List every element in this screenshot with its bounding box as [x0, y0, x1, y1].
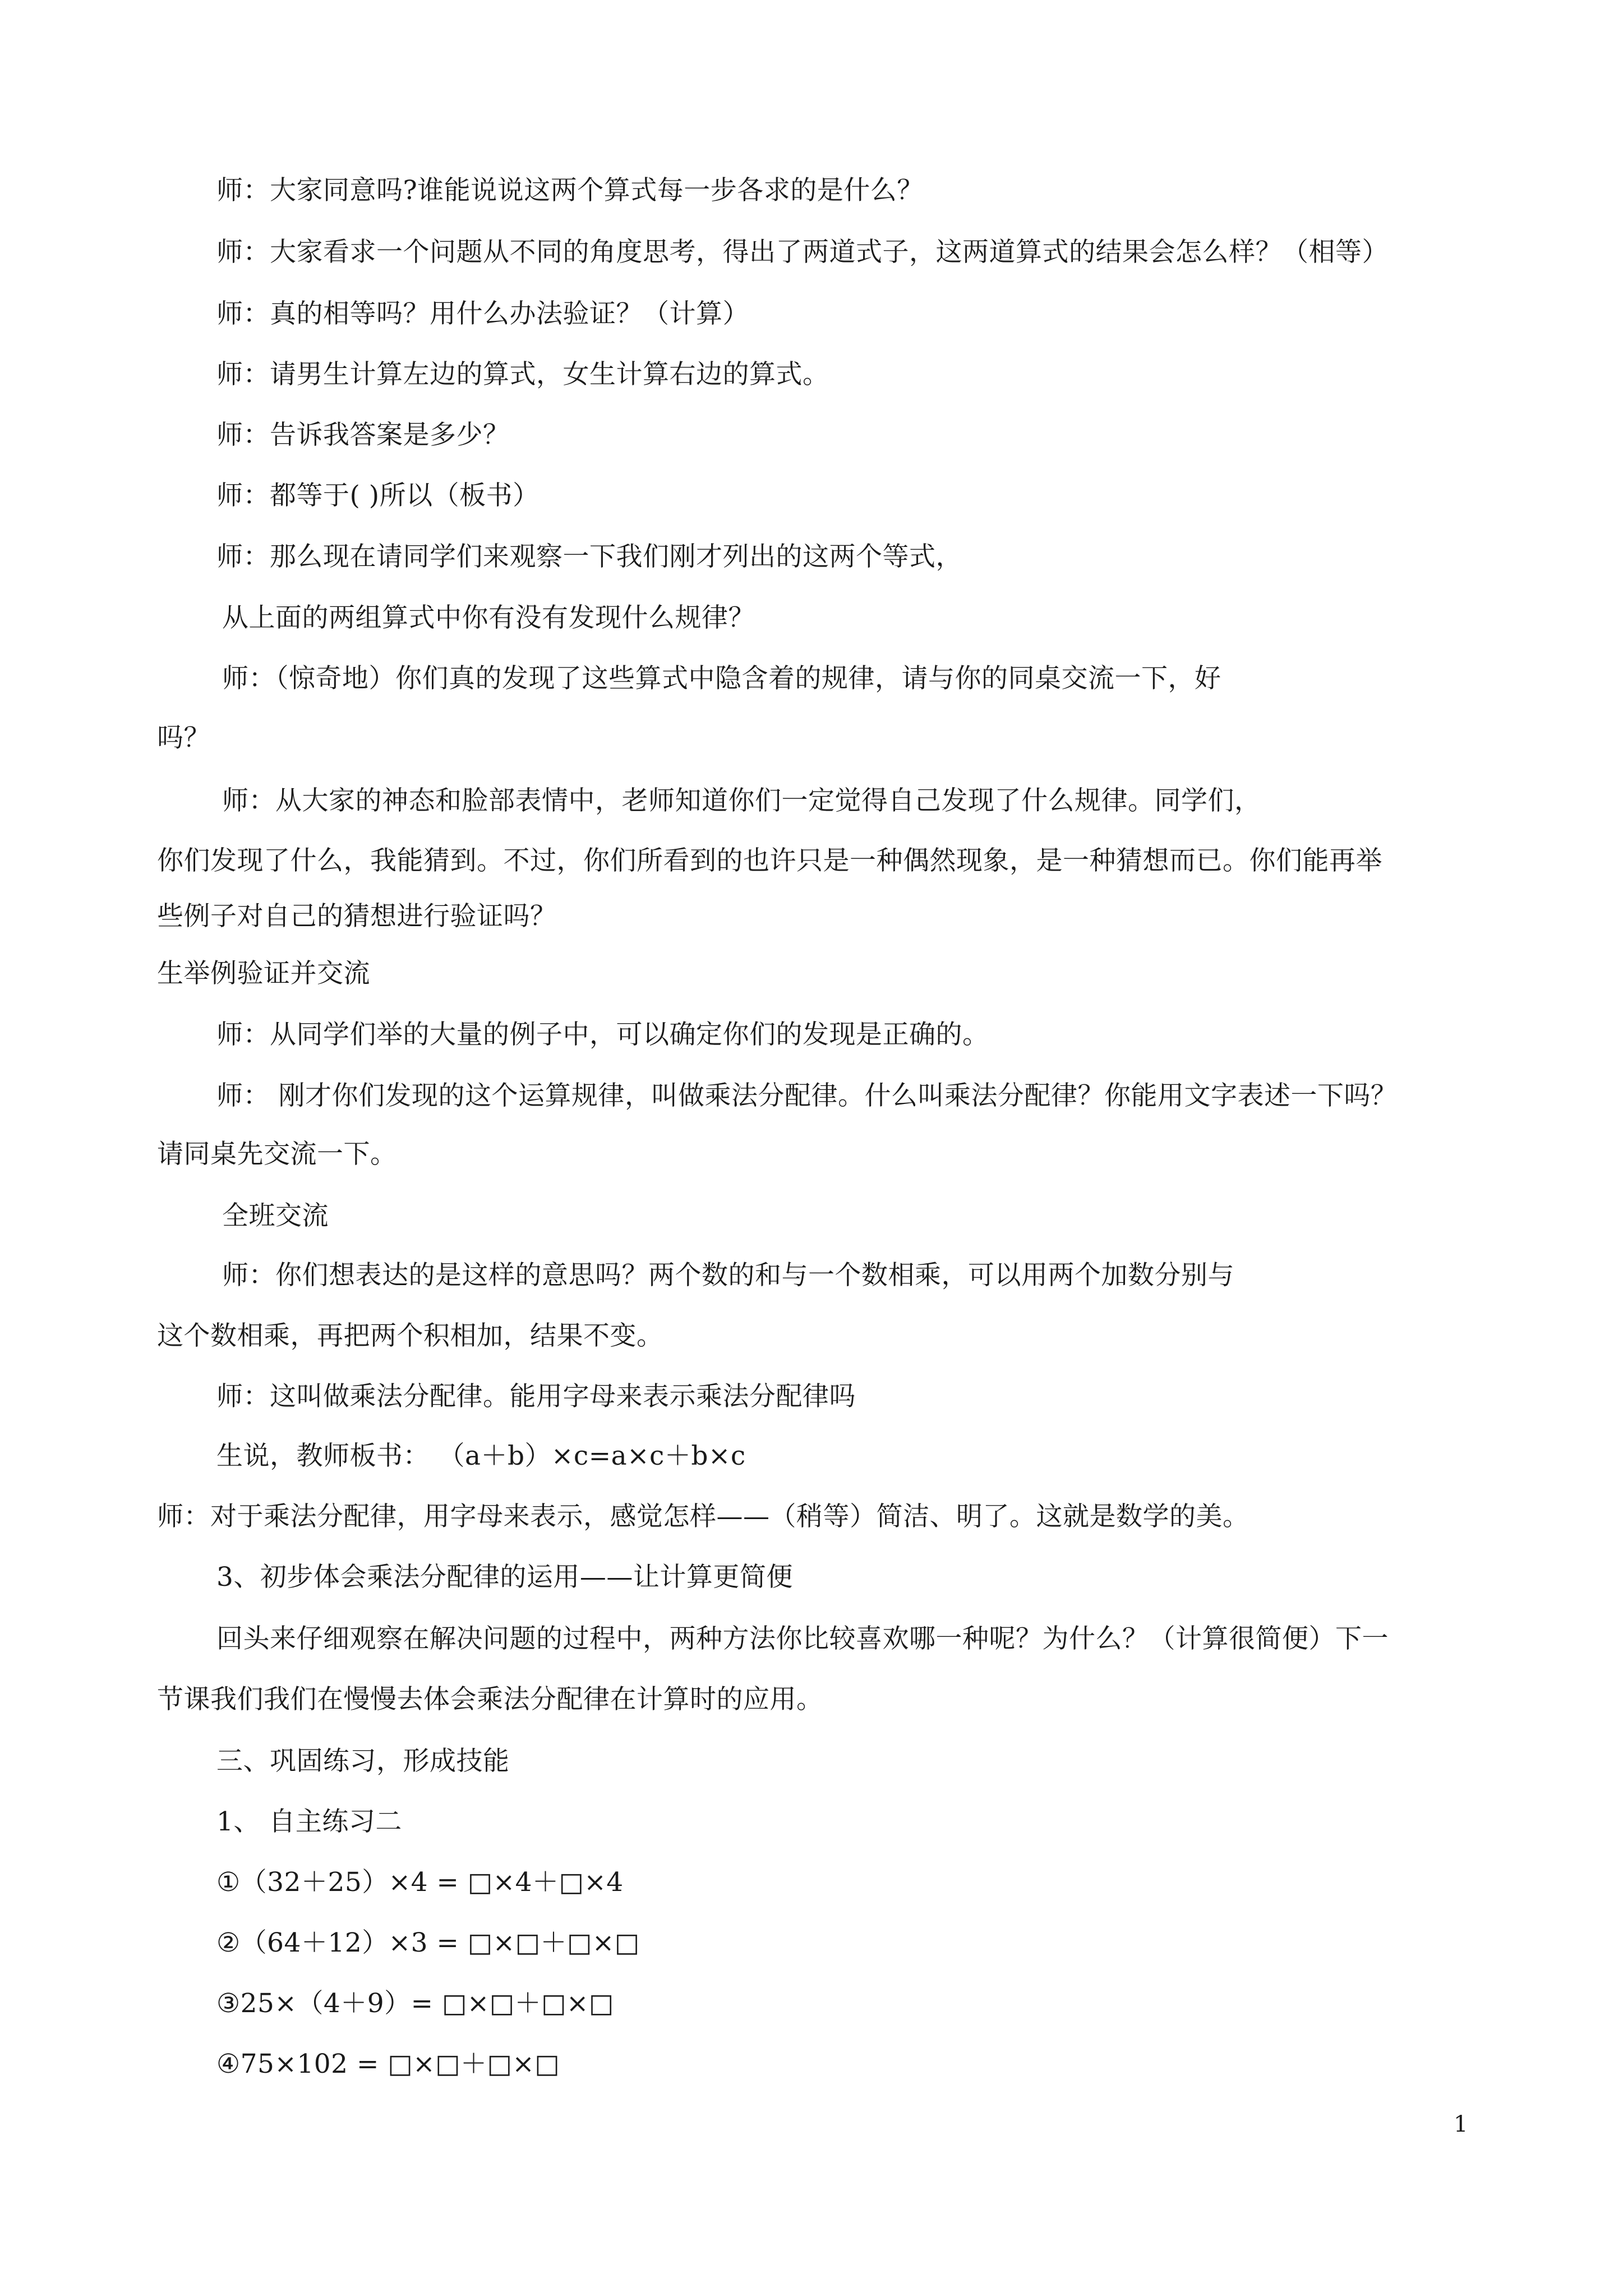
text-line: 师：从大家的神态和脸部表情中，老师知道你们一定觉得自己发现了什么规律。同学们， [222, 785, 1261, 816]
text-line: 师： 刚才你们发现的这个运算规律，叫做乘法分配律。什么叫乘法分配律？你能用文字表述一下吗？ [216, 1080, 1398, 1111]
text-line: 师：都等于( )所以（板书） [216, 480, 540, 511]
text-line: 请同桌先交流一下。 [157, 1139, 397, 1170]
text-line: 师：大家同意吗?谁能说说这两个算式每一步各求的是什么？ [216, 175, 924, 206]
text-line: 师：告诉我答案是多少？ [216, 420, 510, 450]
text-line: 师：那么现在请同学们来观察一下我们刚才列出的这两个等式， [216, 541, 962, 572]
section-heading: 三、巩固练习，形成技能 [216, 1746, 510, 1777]
text-line: 师：你们想表达的是这样的意思吗？两个数的和与一个数相乘，可以用两个加数分别与 [222, 1260, 1234, 1291]
text-line: 这个数相乘，再把两个积相加，结果不变。 [157, 1320, 663, 1351]
section-heading: 3、初步体会乘法分配律的运用——让计算更简便 [216, 1562, 793, 1593]
text-line: 师：（惊奇地）你们真的发现了这些算式中隐含着的规律，请与你的同桌交流一下，好 [222, 663, 1221, 694]
exercise-item: ③25×（4＋9）= □×□＋□×□ [216, 1988, 614, 2019]
text-line: 师：对于乘法分配律，用字母来表示，感觉怎样——（稍等）简洁、明了。这就是数学的美。 [157, 1501, 1249, 1532]
text-line: 吗？ [157, 723, 210, 753]
text-line: 全班交流 [222, 1200, 329, 1231]
text-line: 师：大家看求一个问题从不同的角度思考，得出了两道式子，这两道算式的结果会怎么样？（相等） [216, 237, 1389, 268]
text-line: 师：从同学们举的大量的例子中，可以确定你们的发现是正确的。 [216, 1019, 989, 1050]
exercise-item: ②（64＋12）×3 = □×□＋□×□ [216, 1927, 640, 1958]
text-line: 回头来仔细观察在解决问题的过程中，两种方法你比较喜欢哪一种呢？为什么？（计算很简便）下一 [216, 1623, 1389, 1654]
exercise-heading: 1、 自主练习二 [216, 1806, 402, 1837]
text-line: 生举例验证并交流 [157, 958, 370, 989]
exercise-item: ④75×102 = □×□＋□×□ [216, 2049, 560, 2079]
text-line: 你们发现了什么，我能猜到。不过，你们所看到的也许只是一种偶然现象，是一种猜想而已。你们能再举 [157, 845, 1382, 876]
text-line: 师：真的相等吗？用什么办法验证？（计算） [216, 298, 749, 329]
formula-line: 生说，教师板书： （a＋b）×c=a×c＋b×c [216, 1441, 746, 1471]
text-line: 师：这叫做乘法分配律。能用字母来表示乘法分配律吗 [216, 1381, 856, 1412]
text-line: 从上面的两组算式中你有没有发现什么规律？ [222, 602, 755, 633]
page-number: 1 [1454, 2111, 1468, 2137]
text-line: 师：请男生计算左边的算式，女生计算右边的算式。 [216, 359, 829, 390]
text-line: 节课我们我们在慢慢去体会乘法分配律在计算时的应用。 [157, 1684, 823, 1715]
exercise-item: ①（32＋25）×4 = □×4＋□×4 [216, 1867, 624, 1898]
text-line: 些例子对自己的猜想进行验证吗？ [157, 901, 557, 932]
